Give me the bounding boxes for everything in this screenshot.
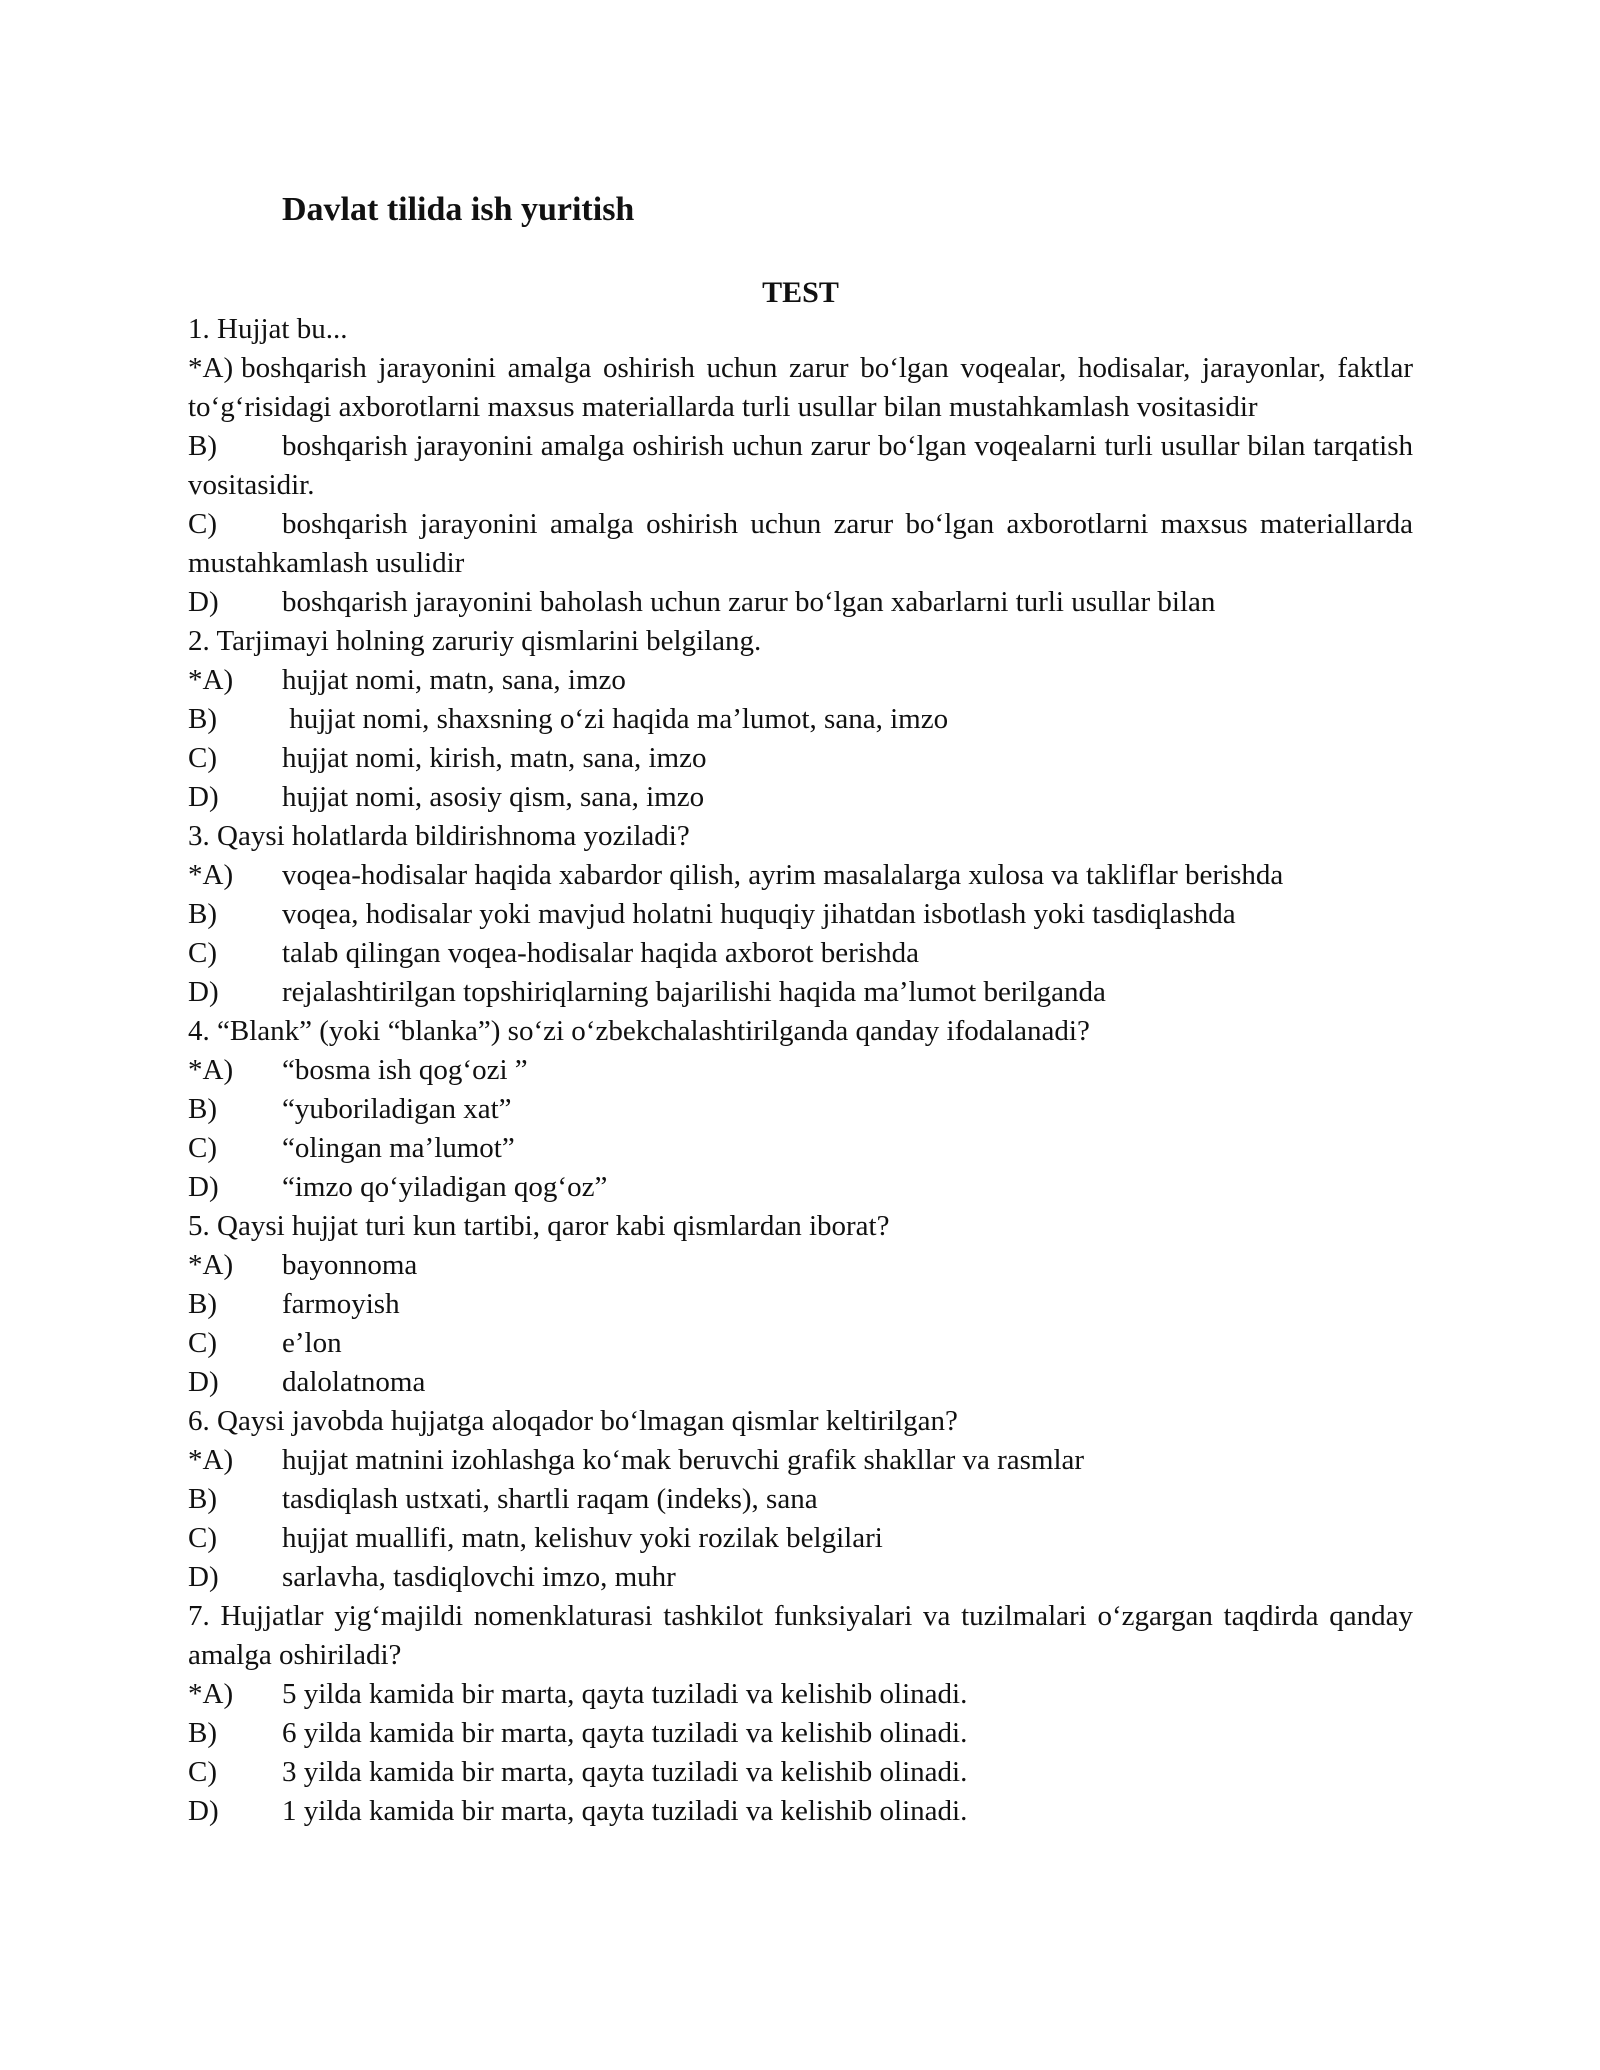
question-prompt: 3. Qaysi holatlarda bildirishnoma yoziladi? <box>188 820 690 852</box>
option-text: boshqarish jarayonini amalga oshirish uchun zarur bo‘lgan voqealarni turli usullar bilan tarqatish vositasidir. <box>188 430 1413 501</box>
answer-option-c <box>188 1129 1413 1168</box>
option-letter: B) <box>188 1483 217 1515</box>
option-text: hujjat nomi, matn, sana, imzo <box>282 664 626 696</box>
option-letter: C) <box>188 742 217 774</box>
answer-option-d <box>188 1363 1413 1402</box>
option-text: hujjat nomi, kirish, matn, sana, imzo <box>282 742 707 774</box>
answer-option-b <box>188 1714 1413 1753</box>
option-letter: D) <box>188 1561 219 1593</box>
option-text: “yuboriladigan xat” <box>282 1093 512 1125</box>
option-letter: *A) <box>188 1054 234 1086</box>
question-prompt: 6. Qaysi javobda hujjatga aloqador bo‘lmagan qismlar keltirilgan? <box>188 1405 958 1437</box>
question-prompt: 4. “Blank” (yoki “blanka”) so‘zi o‘zbekchalashtirilganda qanday ifodalanadi? <box>188 1015 1090 1047</box>
answer-option-d <box>188 778 1413 817</box>
option-letter: *A) <box>188 1444 234 1476</box>
answer-option-c <box>188 505 1413 583</box>
option-text: boshqarish jarayonini baholash uchun zarur bo‘lgan xabarlarni turli usullar bilan <box>282 586 1216 618</box>
option-letter: D) <box>188 1171 219 1203</box>
option-letter: C) <box>188 937 217 969</box>
option-letter: B) <box>188 1717 217 1749</box>
answer-option-b <box>188 427 1413 505</box>
option-letter: D) <box>188 976 219 1008</box>
answer-option-b <box>188 700 1413 739</box>
question-7 <box>188 1597 1413 1831</box>
option-letter: *A) <box>188 352 234 384</box>
document-title: Davlat tilida ish yuritish <box>282 191 635 228</box>
option-letter: B) <box>188 1093 217 1125</box>
option-letter: *A) <box>188 664 234 696</box>
option-text: 5 yilda kamida bir marta, qayta tuziladi va kelishib olinadi. <box>282 1678 968 1710</box>
option-text: dalolatnoma <box>282 1366 426 1398</box>
answer-option-d <box>188 583 1413 622</box>
option-text: farmoyish <box>282 1288 400 1320</box>
answer-option-a <box>188 856 1413 895</box>
answer-option-b <box>188 1480 1413 1519</box>
option-letter: D) <box>188 781 219 813</box>
answer-option-d <box>188 973 1413 1012</box>
answer-option-c <box>188 739 1413 778</box>
option-letter: B) <box>188 898 217 930</box>
test-content <box>188 310 1413 1831</box>
option-text: “olingan ma’lumot” <box>282 1132 515 1164</box>
answer-option-b <box>188 895 1413 934</box>
question-prompt: 5. Qaysi hujjat turi kun tartibi, qaror kabi qismlardan iborat? <box>188 1210 890 1242</box>
option-text: rejalashtirilgan topshiriqlarning bajarilishi haqida ma’lumot berilganda <box>282 976 1106 1008</box>
question-prompt: 7. Hujjatlar yig‘majildi nomenklaturasi tashkilot funksiyalari va tuzilmalari o‘zgargan taqdirda qanday amalga oshiriladi? <box>188 1600 1413 1671</box>
option-letter: *A) <box>188 859 234 891</box>
question-3 <box>188 817 1413 1012</box>
answer-option-c <box>188 1519 1413 1558</box>
option-letter: C) <box>188 1132 217 1164</box>
option-text: talab qilingan voqea-hodisalar haqida axborot berishda <box>282 937 919 969</box>
option-text: boshqarish jarayonini amalga oshirish uchun zarur bo‘lgan voqealar, hodisalar, jarayonlar, faktlar to‘g‘risidagi axborotlarni maxsus materiallarda turli usullar bilan mustahkamlash vositasidir <box>188 352 1413 423</box>
option-text: “imzo qo‘yiladigan qog‘oz” <box>282 1171 608 1203</box>
option-letter: C) <box>188 1522 217 1554</box>
option-letter: D) <box>188 1795 219 1827</box>
option-letter: C) <box>188 1756 217 1788</box>
option-text: hujjat nomi, asosiy qism, sana, imzo <box>282 781 705 813</box>
answer-option-a <box>188 349 1413 427</box>
answer-option-d <box>188 1558 1413 1597</box>
option-text: tasdiqlash ustxati, shartli raqam (indeks), sana <box>282 1483 818 1515</box>
question-6 <box>188 1402 1413 1597</box>
option-text: 6 yilda kamida bir marta, qayta tuziladi va kelishib olinadi. <box>282 1717 968 1749</box>
answer-option-c <box>188 1324 1413 1363</box>
option-letter: C) <box>188 508 217 540</box>
option-letter: *A) <box>188 1678 234 1710</box>
question-2 <box>188 622 1413 817</box>
option-letter: B) <box>188 703 217 735</box>
answer-option-b <box>188 1090 1413 1129</box>
option-text: 1 yilda kamida bir marta, qayta tuziladi va kelishib olinadi. <box>282 1795 968 1827</box>
option-text: voqea, hodisalar yoki mavjud holatni huquqiy jihatdan isbotlash yoki tasdiqlashda <box>282 898 1236 930</box>
test-heading: TEST <box>762 276 839 309</box>
answer-option-a <box>188 1051 1413 1090</box>
question-prompt: 1. Hujjat bu... <box>188 313 348 345</box>
answer-option-a <box>188 661 1413 700</box>
option-text: boshqarish jarayonini amalga oshirish uchun zarur bo‘lgan axborotlarni maxsus materiallarda mustahkamlash usulidir <box>188 508 1413 579</box>
answer-option-a <box>188 1246 1413 1285</box>
answer-option-a <box>188 1441 1413 1480</box>
option-text: 3 yilda kamida bir marta, qayta tuziladi va kelishib olinadi. <box>282 1756 968 1788</box>
option-text: hujjat nomi, shaxsning o‘zi haqida ma’lumot, sana, imzo <box>282 703 949 735</box>
option-letter: D) <box>188 586 219 618</box>
answer-option-b <box>188 1285 1413 1324</box>
option-text: hujjat muallifi, matn, kelishuv yoki rozilak belgilari <box>282 1522 883 1554</box>
answer-option-c <box>188 934 1413 973</box>
option-letter: B) <box>188 1288 217 1320</box>
option-letter: *A) <box>188 1249 234 1281</box>
option-text: voqea-hodisalar haqida xabardor qilish, ayrim masalalarga xulosa va takliflar berishda <box>282 859 1284 891</box>
question-prompt: 2. Tarjimayi holning zaruriy qismlarini belgilang. <box>188 625 762 657</box>
option-letter: C) <box>188 1327 217 1359</box>
question-1 <box>188 310 1413 622</box>
answer-option-a <box>188 1675 1413 1714</box>
question-4 <box>188 1012 1413 1207</box>
answer-option-d <box>188 1168 1413 1207</box>
option-text: e’lon <box>282 1327 342 1359</box>
option-letter: B) <box>188 430 217 462</box>
option-text: sarlavha, tasdiqlovchi imzo, muhr <box>282 1561 676 1593</box>
answer-option-d <box>188 1792 1413 1831</box>
option-text: “bosma ish qog‘ozi ” <box>282 1054 528 1086</box>
option-text: hujjat matnini izohlashga ko‘mak beruvchi grafik shakllar va rasmlar <box>282 1444 1085 1476</box>
answer-option-c <box>188 1753 1413 1792</box>
question-5 <box>188 1207 1413 1402</box>
option-letter: D) <box>188 1366 219 1398</box>
option-text: bayonnoma <box>282 1249 418 1281</box>
